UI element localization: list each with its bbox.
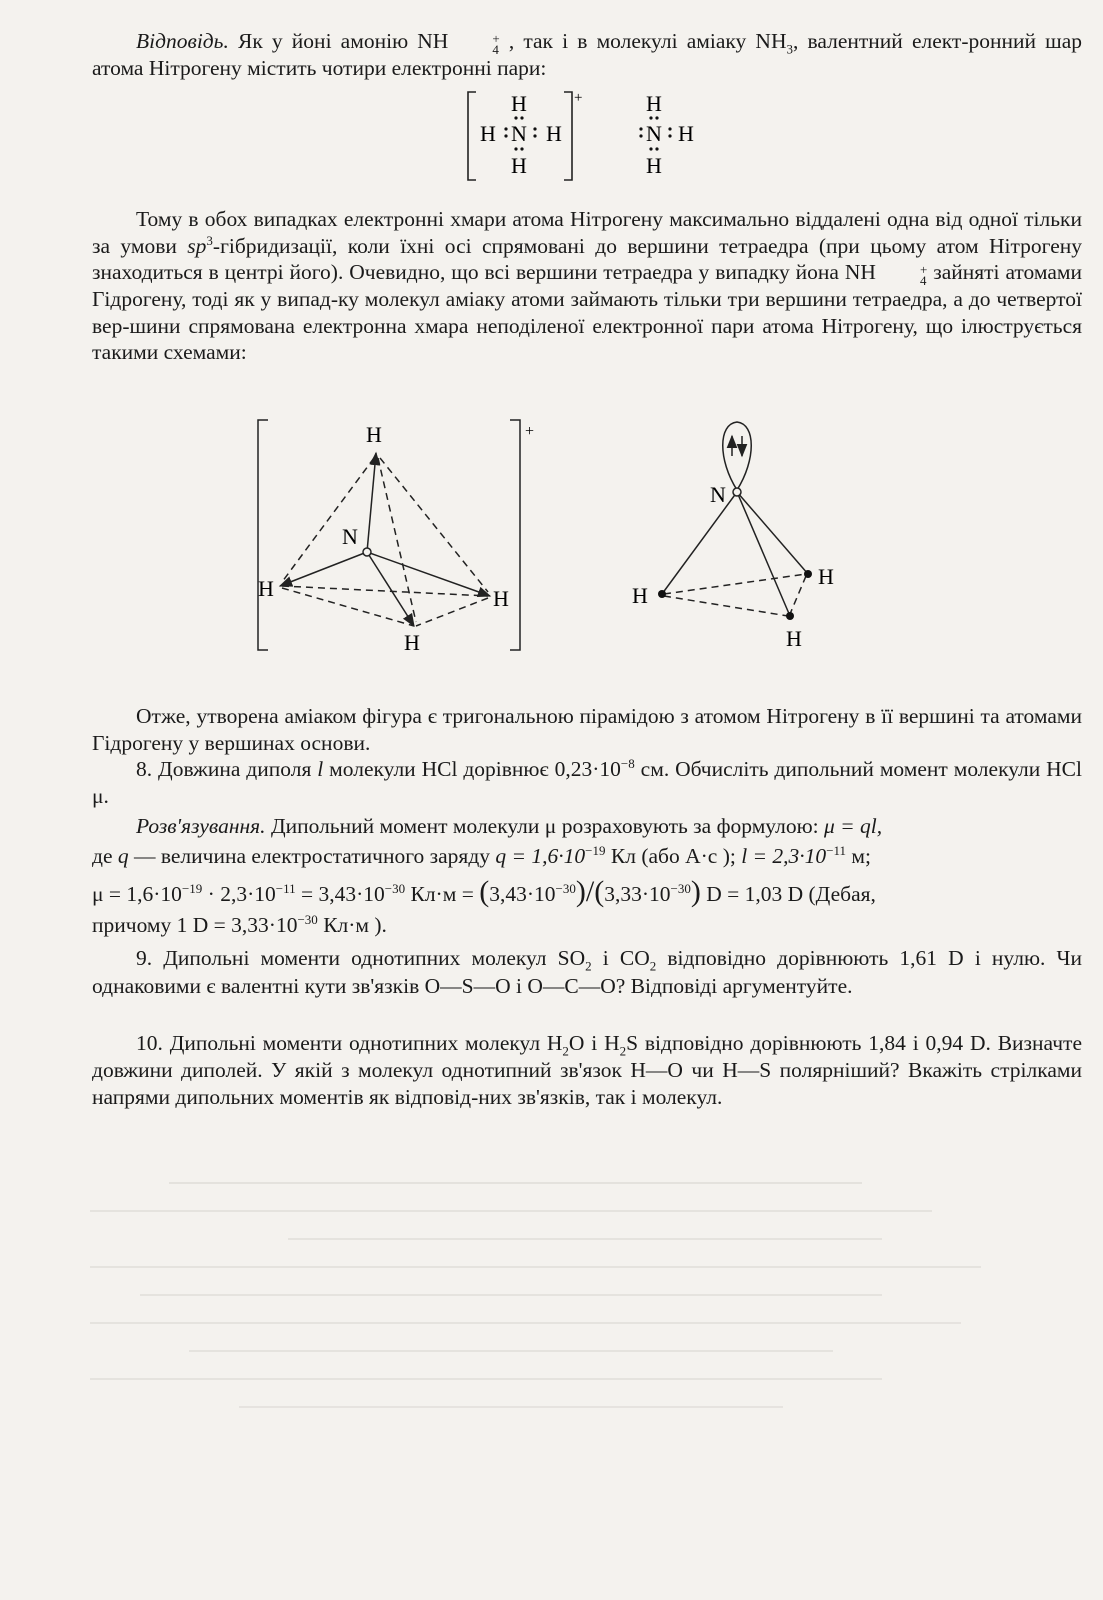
ammonium-h-right: H: [546, 121, 562, 146]
ammonia-h-right: H: [678, 121, 694, 146]
bond-n-h-bottom: [367, 552, 414, 626]
dipole-formula: μ = ql,: [824, 814, 883, 838]
bond-n-h-left-2: [662, 492, 737, 594]
ammonium-h-top: H: [511, 91, 527, 116]
lewis-structures: [460, 86, 720, 186]
bond-n-h-top: [367, 453, 376, 552]
pyramid-paragraph: Отже, утворена аміаком фігура є тригональною пірамідою з атомом Нітрогену в її вершині та атомами Гідрогену у вершинах основи.: [92, 704, 1082, 755]
ammonium-formula-2: NH + 4: [844, 260, 928, 288]
edge-top-bottom: [378, 458, 416, 622]
bond-n-h-left: [280, 552, 367, 586]
geometry-diagrams: [240, 410, 860, 670]
ammonium-formula: NH + 4: [417, 29, 500, 57]
bond-n-h-bottom-2: [737, 492, 790, 616]
dipole-calculation: $\mu = 1,6\cdot 10^{-19} \cdot 2,3\cdot 10^{-11} = 3,43\cdot 10^{-30}$ $Кл\cdot м = (3,43\cdot 10^{-30})/(3,33\cdot 10^{-30}) D = 1,03$ D (Дебая,: [92, 875, 876, 908]
edge-top-right: [380, 458, 488, 592]
bleed-through-texture: [90, 1160, 1080, 1580]
question-8: 8. Довжина диполя l молекули HCl дорівнює $0,23\cdot 10^{-8}$ см. Обчисліть дипольний момент молекули HCl μ.: [92, 755, 1082, 808]
question-9: 9. Дипольні моменти однотипних молекул $SO_2$ і $CO_2$ відповідно дорівнюють 1,61 D і нулю. Чи однаковими є валентні кути зв'язків O—S—O і O—C—O? Відповіді аргументуйте.: [92, 946, 1083, 998]
ion-charge: +: [574, 90, 583, 106]
tetra-right-bracket: [510, 420, 520, 650]
pyramid-label-h-left: H: [632, 583, 648, 608]
ammonia-h-top: H: [646, 91, 662, 116]
bond-n-h-right: [367, 552, 490, 596]
ammonia-n: N: [646, 121, 662, 146]
pyramid-label-h-right: H: [818, 564, 834, 589]
tetra-label-n: N: [342, 524, 358, 549]
ammonium-tetrahedron: [258, 420, 520, 650]
pyramid-n-atom: [733, 488, 741, 496]
tetrahedron-paragraph: Тому в обох випадках електронні хмари атома Нітрогену максимально віддалені одна від одної тільки за умови $sp^3$-гібридизації, коли їхні осі спрямовані до вершини тетраедра (при цьому атом Нітрогену знаходиться в центрі його). Очевидно, що всі вершини тетраедра у випадку йона NH + 4 зайняті атомами Гідрогену, тоді як у випад-ку молекул аміаку атоми займають тільки три вершини тетраедра, а до четвертої вер-шини спрямована електронна хмара неподіленої електронної пари атома Нітрогену, що ілюструється такими схемами:: [92, 207, 1083, 364]
edge-left-right: [282, 586, 488, 596]
tetra-label-h-left: H: [258, 576, 274, 601]
solution-label: Розв'язування.: [136, 814, 266, 838]
bond-n-h-right-2: [737, 492, 808, 574]
ammonia-formula: $NH_3$: [755, 29, 793, 57]
ammonia-pyramid: [662, 422, 808, 616]
base-edge-1: [664, 574, 806, 594]
ammonium-h-bottom: H: [511, 153, 527, 178]
answer-paragraph: Відповідь. Як у йоні амонію NH + 4 , так і в молекулі аміаку $NH_3$, валентний елект-ронний шар атома Нітрогену містить чотири електронні пари:: [92, 29, 1082, 80]
base-edge-2: [664, 596, 788, 616]
question-10: 10. Дипольні моменти однотипних молекул $H_2O$ і $H_2S$ відповідно дорівнюють 1,84 і 0,94 D. Визначте довжини диполей. У якій з молекул однотипний зв'язок H—O чи H—S полярніший? Вкажіть стрілками напрями дипольних моментів як відповід-них зв'язків, так і молекул.: [92, 1031, 1082, 1109]
tetra-label-h-right: H: [493, 586, 509, 611]
ammonium-h-left: H: [480, 121, 496, 146]
right-bracket: [564, 92, 572, 180]
answer-label: Відповідь.: [136, 29, 229, 53]
pyramid-h-bottom-dot: [786, 612, 794, 620]
solution-8: Розв'язування. Дипольний момент молекули μ розраховують за формулою: μ = ql, де q — величина електростатичного заряду $q = 1,6\cdot 10^{-19}$ Кл (або A·c ); $l = 2,3\cdot 10^{-11}$ м;: [92, 814, 883, 868]
tetra-label-h-bottom: H: [404, 630, 420, 655]
left-bracket: [468, 92, 476, 180]
edge-right-bottom: [416, 598, 488, 626]
tetra-left-bracket: [258, 420, 268, 650]
pyramid-label-n: N: [710, 482, 726, 507]
tetra-label-h-top: H: [366, 422, 382, 447]
tetra-n-atom: [363, 548, 371, 556]
tetra-charge: +: [525, 423, 535, 440]
hcl-dipole-length: $0,23\cdot 10^{-8}$: [554, 755, 635, 781]
pyramid-h-left-dot: [658, 590, 666, 598]
lone-pair-orbital: [723, 422, 752, 490]
base-edge-3: [790, 576, 806, 614]
debye-definition: причому 1 $D = 3,33\cdot 10^{-30}$ Кл·м ).: [92, 911, 387, 937]
edge-top-left: [282, 458, 374, 582]
ammonium-n: N: [511, 121, 527, 146]
pyramid-h-right-dot: [804, 570, 812, 578]
ammonia-h-bottom: H: [646, 153, 662, 178]
pyramid-label-h-bottom: H: [786, 626, 802, 651]
